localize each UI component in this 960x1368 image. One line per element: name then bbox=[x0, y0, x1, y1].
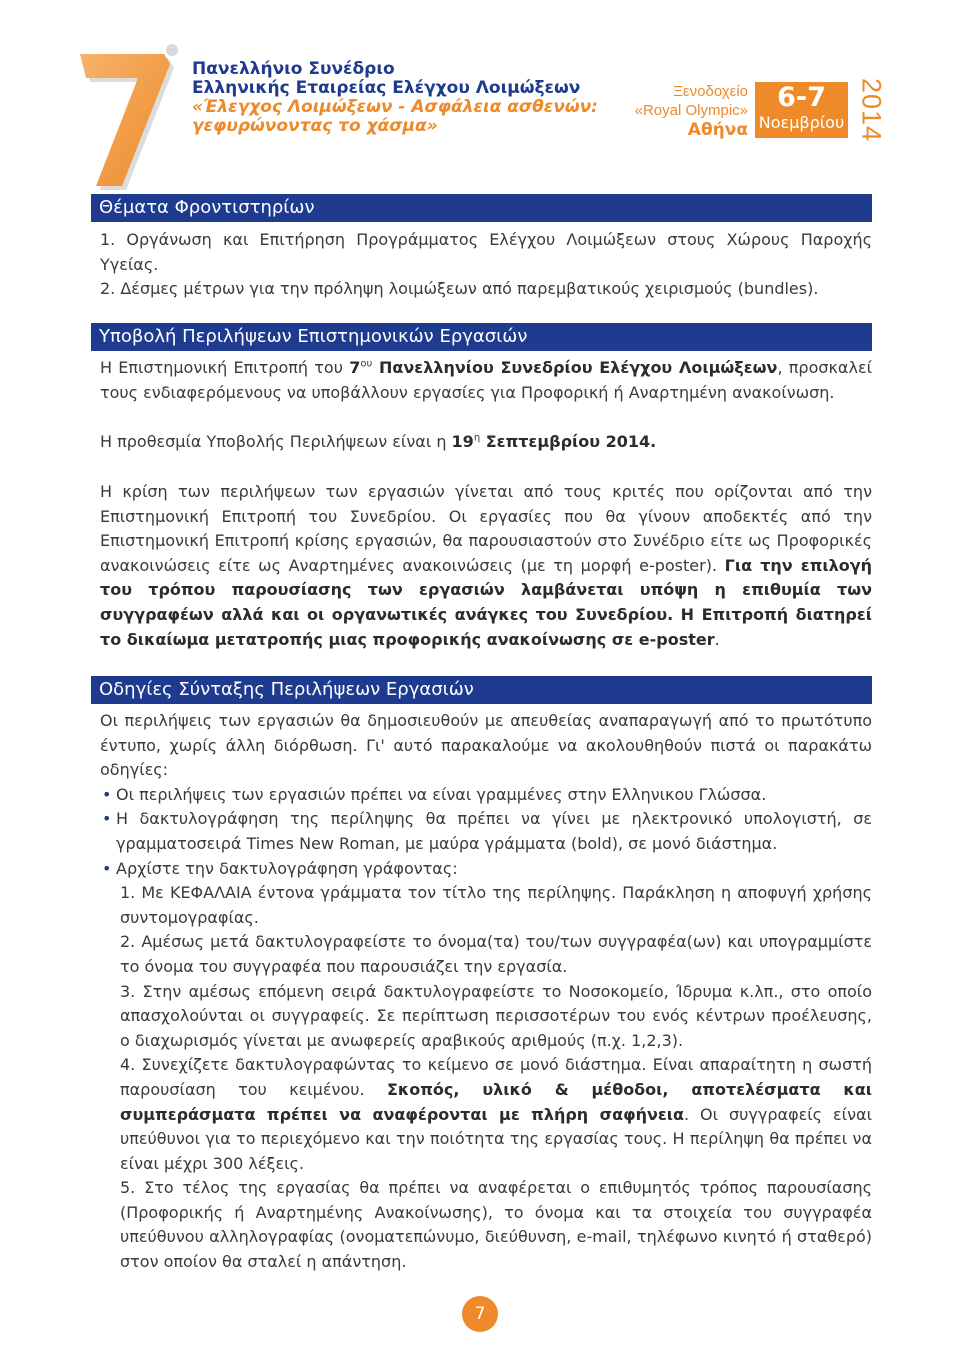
guideline-bullet-3 bbox=[100, 857, 872, 882]
text-span: . Οι συγγραφείς είναι υπεύθυνοι για το περιεχόμενο και την ποιότητα της εργασίας τους. Η περίληψη θα πρέπει να είναι μέχρι 300 λέξεις. bbox=[120, 1104, 872, 1173]
guideline-step-1: 1. Με ΚΕΦΑΛΑΙΑ έντονα γράμματα τον τίτλο της περίληψης. Παράκληση η αποφυγή χρήσης συντομογραφίας. bbox=[120, 883, 872, 927]
content-requirements-bold: Σκοπός, υλικό & μέθοδοι, αποτελέσματα και συμπεράσματα πρέπει να αναφέρονται με πλήρη σαφήνεια bbox=[120, 1079, 873, 1124]
presentation-choice-bold: Για την επιλογή του τρόπου παρουσίασης των εργασιών λαμβάνεται υπόψη η επιθυμία των συγγραφέων αλλά και οι οργανωτικές ανάγκες του Συνεδρίου. Η Επιτροπή διατηρεί το δικαίωμα μετατροπής μιας προφορικής ανακοίνωσης σε e-poster bbox=[100, 555, 873, 649]
title-line-2: Ελληνικής Εταιρείας Ελέγχου Λοιμώξεων bbox=[192, 78, 581, 98]
section-heading-guidelines: Οδηγίες Σύνταξης Περιλήψεων Εργασιών bbox=[91, 676, 872, 704]
workshops-list bbox=[100, 228, 872, 302]
ordinal-number: 7 bbox=[349, 358, 361, 377]
deadline-date-bold: Σεπτεμβρίου 2014. bbox=[480, 432, 657, 451]
ordinal-suffix: η bbox=[473, 432, 481, 444]
page-number: 7 bbox=[462, 1296, 498, 1332]
guidelines-body bbox=[100, 709, 872, 1275]
title-line-3: «Έλεγχος Λοιμώξεων - Ασφάλεια ασθενών: bbox=[192, 97, 598, 117]
text-span: Η κρίση των περιλήψεων των εργασιών γίνεται από τους κριτές που ορίζονται από την Επιστημονική Επιτροπή του Συνεδρίου. Οι εργασίες που θα γίνουν αποδεκτές από την Επιστημονική Επιτροπή κρίσης εργασιών, θα παρουσιαστούν στο Συνέδριο είτε ως Προφορικές ανακοινώσεις είτε ως Αναρτημένες ανακοινώσεις (με τη μορφή e-poster). bbox=[100, 482, 872, 575]
submission-review bbox=[100, 480, 872, 652]
bullet-dot: • bbox=[102, 858, 112, 878]
submission-paragraph-1 bbox=[100, 356, 872, 405]
venue-city: Αθήνα bbox=[687, 120, 748, 140]
deadline-day: 19 bbox=[451, 432, 474, 451]
venue-hotel-label: Ξενοδοχείο bbox=[673, 83, 748, 100]
text-span: Αρχίστε την δακτυλογράφηση γράφοντας: bbox=[116, 858, 458, 878]
text-span: , προσκαλεί τους ενδιαφερόμενους να υποβάλλουν εργασίες για Προφορική ή Αναρτημένη ανακοίνωση. bbox=[100, 358, 873, 402]
text-span: Η προθεσμία Υποβολής Περιλήψεων είναι η bbox=[100, 432, 452, 451]
submission-intro bbox=[100, 356, 872, 405]
workshop-item-2: 2. Δέσμες μέτρων για την πρόληψη λοιμώξεων από παρεμβατικούς χειρισμούς (bundles). bbox=[100, 279, 819, 299]
review-paragraph bbox=[100, 480, 872, 652]
section-heading-workshops: Θέματα Φροντιστηρίων bbox=[91, 194, 872, 222]
text-span: Η Επιστημονική Επιτροπή του bbox=[100, 358, 350, 377]
conference-title bbox=[192, 60, 612, 136]
guideline-step-2: 2. Αμέσως μετά δακτυλογραφείστε το όνομα(τα) του/των συγγραφέα(ων) και υπογραμμίστε το όνομα του συγγραφέα που παρουσιάζει την εργασία. bbox=[120, 932, 872, 976]
title-line-1: Πανελλήνιο Συνέδριο bbox=[192, 59, 395, 79]
date-badge bbox=[755, 82, 848, 138]
guidelines-intro: Οι περιλήψεις των εργασιών θα δημοσιευθούν με απευθείας αναπαραγωγή από το πρωτότυπο έντυπο, χωρίς άλλη διόρθωση. Γι' αυτό παρακαλούμε να ακολουθηθούν πιστά οι παρακάτω οδηγίες: bbox=[100, 711, 872, 780]
title-line-4: γεφυρώνοντας το χάσμα» bbox=[192, 116, 438, 136]
submission-deadline bbox=[100, 430, 872, 455]
text-span: Οι περιλήψεις των εργασιών πρέπει να είναι γραμμένες στην Ελληνικου Γλώσσα. bbox=[116, 784, 767, 804]
guideline-bullet-1 bbox=[100, 783, 872, 808]
ordinal-suffix: ου bbox=[360, 358, 373, 370]
deadline-paragraph bbox=[100, 430, 872, 455]
guideline-step-4 bbox=[100, 1053, 872, 1176]
section-heading-submission: Υποβολή Περιλήψεων Επιστημονικών Εργασιών bbox=[91, 323, 872, 351]
workshop-item-1: 1. Οργάνωση και Επιτήρηση Προγράμματος Ελέγχου Λοιμώξεων στους Χώρους Παροχής Υγείας. bbox=[100, 230, 872, 274]
bullet-dot: • bbox=[102, 784, 112, 804]
venue-hotel-name: «Royal Olympic» bbox=[634, 102, 748, 119]
date-month: Νοεμβρίου bbox=[758, 113, 845, 132]
venue-info bbox=[630, 82, 748, 140]
guideline-bullet-2 bbox=[100, 807, 872, 856]
guideline-step-5: 5. Στο τέλος της εργασίας θα πρέπει να αναφέρεται ο επιθυμητός τρόπος παρουσίασης (Προφορικής ή Αναρτημένης Ανακοίνωσης), το όνομα και τα στοιχεία του συγγραφέα υπεύθυνου αλληλογραφίας (ονοματεπώνυμο, διεύθυνση, e-mail, τηλέφωνο κινητό ή σταθερό) στον οποίον θα σταλεί η απάντηση. bbox=[120, 1178, 872, 1272]
conference-name-bold: Πανελληνίου Συνεδρίου Ελέγχου Λοιμώξεων bbox=[372, 358, 778, 377]
text-span: Η δακτυλογράφηση της περίληψης θα πρέπει να γίνει με ηλεκτρονικό υπολογιστή, σε γραμματοσειρά Times New Roman, με μαύρα γράμματα (bold), σε μονό διάστημα. bbox=[116, 809, 872, 853]
bullet-dot: • bbox=[102, 809, 112, 829]
guideline-step-3: 3. Στην αμέσως επόμενη σειρά δακτυλογραφείστε το Νοσοκομείο, Ίδρυμα κ.λπ., στο οποίο απασχολούνται οι συγγραφείς. Σε περίπτωση περισσοτέρων του ενός κέντρων προέλευσης, ο διαχωρισμός γίνεται με ανωφερείς αραβικούς αριθμούς (π.χ. 1,2,3). bbox=[120, 981, 872, 1050]
year-vertical bbox=[843, 77, 899, 143]
text-span: 4. Συνεχίζετε δακτυλογραφώντας το κείμενο σε μονό διάστημα. Είναι απαραίτητη η σωστή παρουσίαση του κειμένου. bbox=[120, 1055, 872, 1099]
year-text: 2014 bbox=[856, 77, 887, 143]
text-span: . bbox=[714, 629, 720, 649]
conference-logo-7 bbox=[72, 40, 182, 190]
date-days: 6-7 bbox=[777, 82, 826, 113]
